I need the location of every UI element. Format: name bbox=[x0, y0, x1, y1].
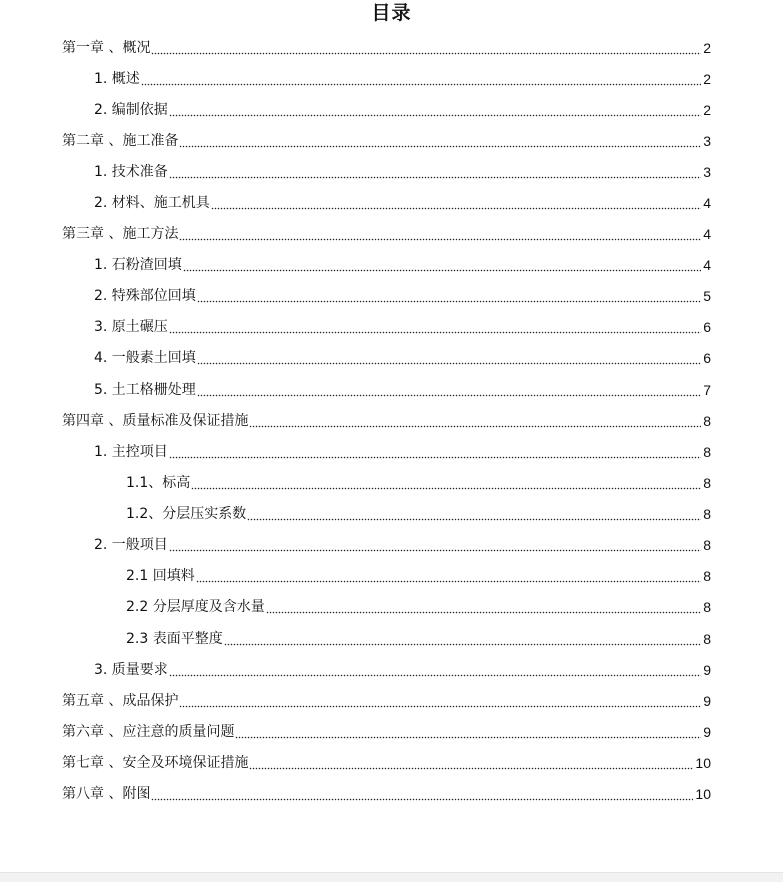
toc-entry-label: 1. 概述 bbox=[94, 71, 140, 87]
toc-entry-label: 2.3 表面平整度 bbox=[126, 631, 223, 647]
toc-entry-page: 9 bbox=[703, 693, 711, 709]
toc-entry-tech-prep[interactable] bbox=[94, 161, 711, 181]
toc-entry-chapter-3[interactable] bbox=[62, 223, 711, 243]
dot-leader bbox=[151, 39, 701, 57]
toc-entry-backfill-material[interactable] bbox=[126, 565, 711, 585]
dot-leader bbox=[247, 505, 701, 523]
toc-entry-basis[interactable] bbox=[94, 99, 711, 119]
dot-leader bbox=[169, 101, 701, 119]
dot-leader bbox=[169, 443, 701, 461]
toc-entry-label: 1.2、分层压实系数 bbox=[126, 506, 247, 522]
dot-leader bbox=[183, 256, 701, 274]
dot-leader bbox=[179, 225, 701, 243]
toc-entry-label: 第七章 、安全及环境保证措施 bbox=[62, 755, 249, 771]
dot-leader bbox=[179, 132, 701, 150]
toc-entry-special-parts[interactable] bbox=[94, 285, 711, 305]
dot-leader bbox=[179, 692, 701, 710]
toc-entry-page: 2 bbox=[703, 40, 711, 56]
toc-entry-plain-soil[interactable] bbox=[94, 347, 711, 367]
toc-entry-label: 第二章 、施工准备 bbox=[62, 133, 179, 149]
toc-entry-chapter-1[interactable] bbox=[62, 37, 711, 57]
toc-entry-soil-rolling[interactable] bbox=[94, 316, 711, 336]
toc-entry-page: 6 bbox=[703, 319, 711, 335]
toc-entry-page: 4 bbox=[703, 257, 711, 273]
toc-entry-page: 4 bbox=[703, 195, 711, 211]
toc-entry-page: 8 bbox=[703, 506, 711, 522]
toc-entry-page: 5 bbox=[703, 288, 711, 304]
toc-entry-layer-thickness[interactable] bbox=[126, 596, 711, 616]
toc-entry-chapter-8[interactable] bbox=[62, 783, 711, 803]
toc-entry-label: 第五章 、成品保护 bbox=[62, 693, 179, 709]
toc-entry-page: 2 bbox=[703, 71, 711, 87]
toc-entry-page: 2 bbox=[703, 102, 711, 118]
toc-entry-materials[interactable] bbox=[94, 192, 711, 212]
toc-title: 目录 bbox=[371, 2, 412, 24]
toc-entry-label: 2. 编制依据 bbox=[94, 102, 168, 118]
toc-entry-page: 8 bbox=[703, 568, 711, 584]
dot-leader bbox=[249, 412, 701, 430]
toc-entry-chapter-5[interactable] bbox=[62, 690, 711, 710]
toc-entry-label: 2. 特殊部位回填 bbox=[94, 288, 196, 304]
toc-entry-label: 第一章 、概况 bbox=[62, 40, 151, 56]
toc-entry-label: 3. 质量要求 bbox=[94, 662, 168, 678]
dot-leader bbox=[196, 567, 701, 585]
toc-entry-page: 10 bbox=[695, 786, 711, 802]
toc-entry-label: 1.1、标高 bbox=[126, 475, 191, 491]
toc-entry-label: 4. 一般素土回填 bbox=[94, 350, 196, 366]
toc-entry-page: 8 bbox=[703, 537, 711, 553]
dot-leader bbox=[249, 754, 693, 772]
toc-entry-label: 2.2 分层厚度及含水量 bbox=[126, 599, 265, 615]
dot-leader bbox=[224, 630, 701, 648]
dot-leader bbox=[151, 785, 693, 803]
toc-entry-chapter-4[interactable] bbox=[62, 410, 711, 430]
dot-leader bbox=[266, 598, 701, 616]
toc-entry-label: 第八章 、附图 bbox=[62, 786, 151, 802]
dot-leader bbox=[169, 536, 701, 554]
toc-entry-page: 10 bbox=[695, 755, 711, 771]
dot-leader bbox=[197, 349, 701, 367]
toc-entry-main-items[interactable] bbox=[94, 441, 711, 461]
toc-entry-label: 1. 技术准备 bbox=[94, 164, 168, 180]
toc-entry-page: 8 bbox=[703, 475, 711, 491]
toc-entry-label: 1. 主控项目 bbox=[94, 444, 168, 460]
toc-entry-page: 7 bbox=[703, 382, 711, 398]
toc-entry-overview[interactable] bbox=[94, 68, 711, 88]
toc-entry-quality-req[interactable] bbox=[94, 659, 711, 679]
toc-entry-label: 1. 石粉渣回填 bbox=[94, 257, 182, 273]
toc-entry-page: 9 bbox=[703, 662, 711, 678]
toc-entry-page: 8 bbox=[703, 444, 711, 460]
dot-leader bbox=[197, 381, 701, 399]
toc-entry-general-items[interactable] bbox=[94, 534, 711, 554]
toc-entry-label: 3. 原土碾压 bbox=[94, 319, 168, 335]
toc-entry-chapter-2[interactable] bbox=[62, 130, 711, 150]
toc-entry-compaction[interactable] bbox=[126, 503, 711, 523]
dot-leader bbox=[211, 194, 701, 212]
toc-entry-page: 4 bbox=[703, 226, 711, 242]
toc-entry-chapter-6[interactable] bbox=[62, 721, 711, 741]
toc-entry-geogrid[interactable] bbox=[94, 379, 711, 399]
dot-leader bbox=[169, 163, 701, 181]
toc-entry-label: 第三章 、施工方法 bbox=[62, 226, 179, 242]
toc-entry-stone-powder[interactable] bbox=[94, 254, 711, 274]
toc-entry-page: 3 bbox=[703, 133, 711, 149]
dot-leader bbox=[141, 70, 701, 88]
toc-entry-page: 8 bbox=[703, 631, 711, 647]
toc-entry-flatness[interactable] bbox=[126, 628, 711, 648]
toc-entry-chapter-7[interactable] bbox=[62, 752, 711, 772]
toc-entry-page: 8 bbox=[703, 413, 711, 429]
toc-entry-page: 8 bbox=[703, 599, 711, 615]
dot-leader bbox=[197, 287, 701, 305]
toc-entry-label: 第四章 、质量标准及保证措施 bbox=[62, 413, 249, 429]
dot-leader bbox=[191, 474, 701, 492]
toc-entry-label: 第六章 、应注意的质量问题 bbox=[62, 724, 235, 740]
toc-entry-label: 2. 一般项目 bbox=[94, 537, 168, 553]
toc-entry-page: 3 bbox=[703, 164, 711, 180]
toc-entry-label: 5. 土工格栅处理 bbox=[94, 382, 196, 398]
dot-leader bbox=[235, 723, 701, 741]
toc-entry-label: 2.1 回填料 bbox=[126, 568, 195, 584]
toc-entry-page: 6 bbox=[703, 350, 711, 366]
toc-entry-elevation[interactable] bbox=[126, 472, 711, 492]
toc-entry-label: 2. 材料、施工机具 bbox=[94, 195, 210, 211]
toc-entry-page: 9 bbox=[703, 724, 711, 740]
dot-leader bbox=[169, 318, 701, 336]
dot-leader bbox=[169, 661, 701, 679]
